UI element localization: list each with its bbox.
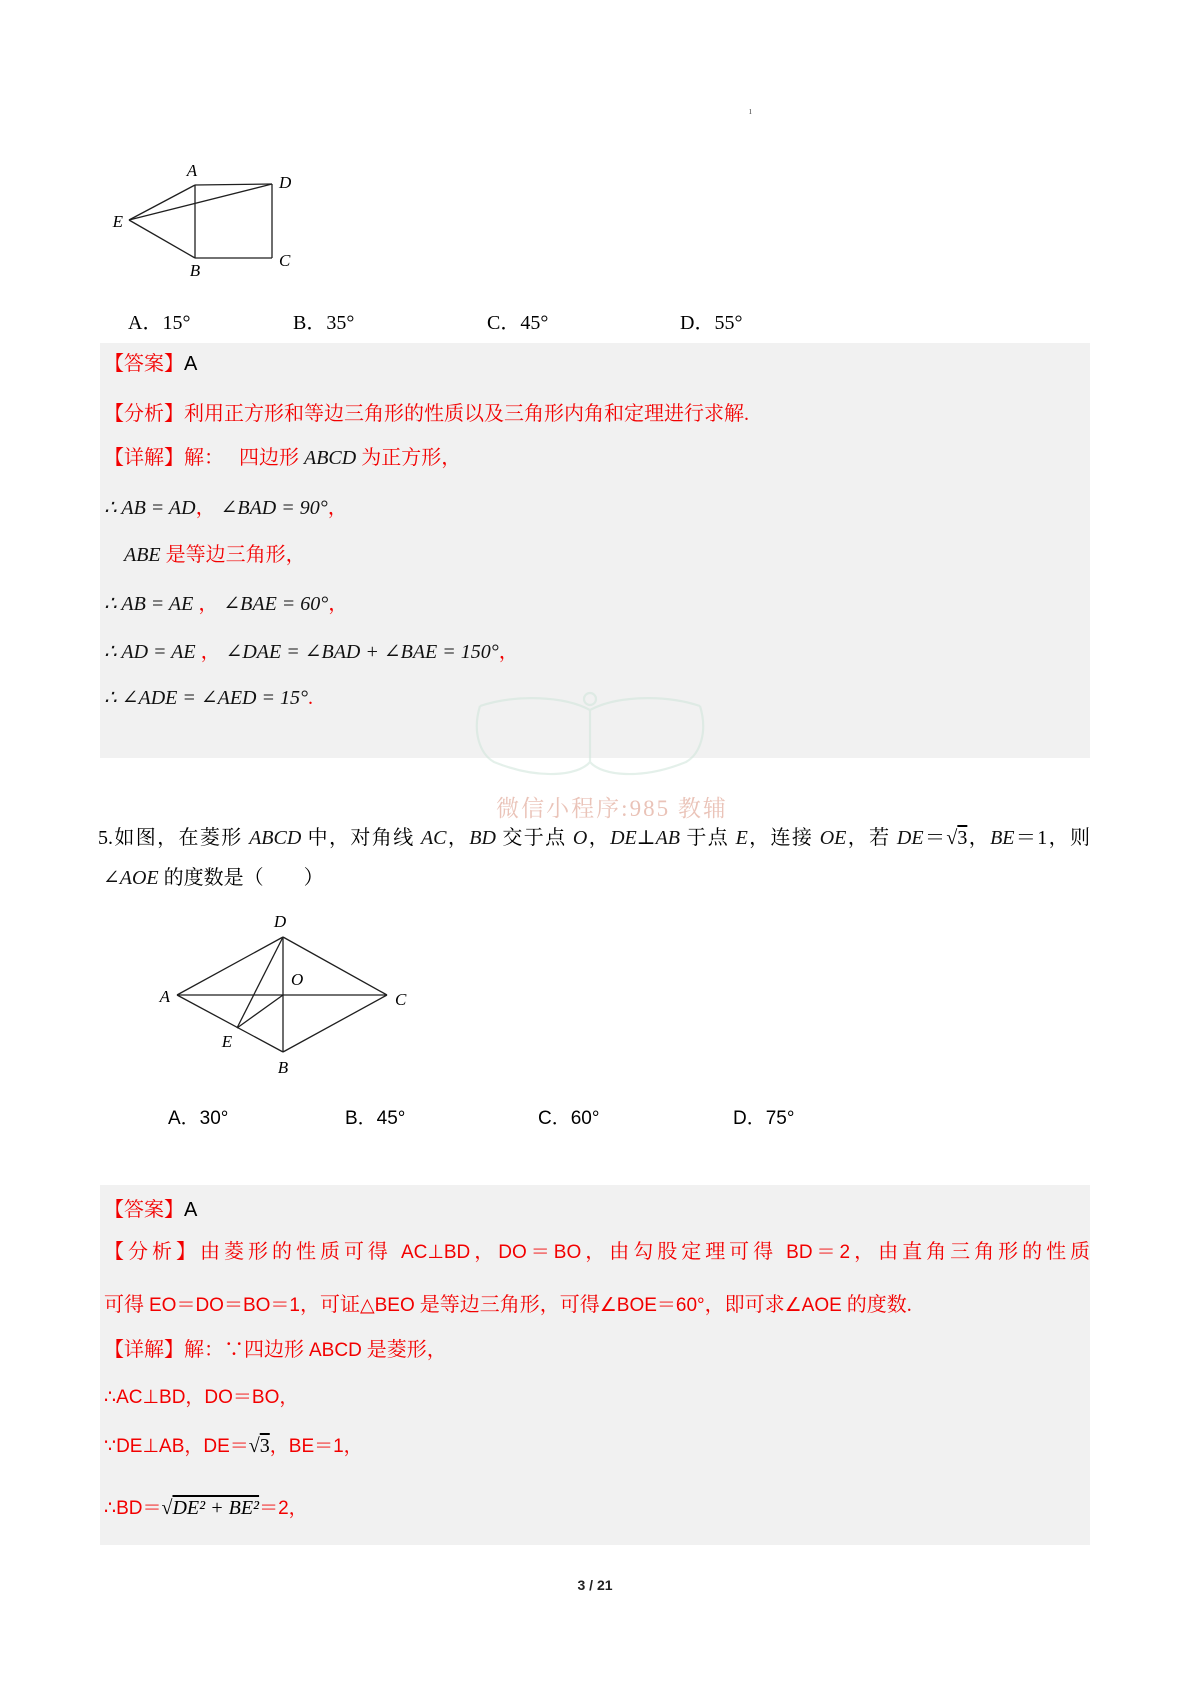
q4-analysis-line: 【分析】利用正方形和等边三角形的性质以及三角形内角和定理进行求解. <box>104 403 749 425</box>
q4-detail-line-4: ∴ AD = AE ， ∠DAE = ∠BAD + ∠BAE = 150°， <box>104 641 519 663</box>
label-E: E <box>112 212 123 231</box>
q5-detail-line-3: ∵DE⊥AB，DE＝√3，BE＝1， <box>104 1435 363 1457</box>
q5-stem-line-2: ∠AOE 的度数是（ ） <box>103 867 324 889</box>
label-D: D <box>279 173 292 192</box>
book-top-ring <box>584 693 596 705</box>
q4-answer-line: 【答案】A <box>104 353 198 375</box>
label-B: B <box>277 1058 289 1077</box>
q5-figure-rhombus <box>140 905 420 1085</box>
segment-OE <box>237 995 283 1028</box>
edge-CB <box>283 995 387 1052</box>
top-right-mark: ı <box>749 106 752 117</box>
label-C: C <box>395 990 407 1009</box>
open-book-watermark-icon <box>462 686 718 790</box>
q4-detail-line-0: 【详解】解： 四边形 ABCD 为正方形， <box>104 447 462 469</box>
q5-answer-line: 【答案】A <box>104 1199 198 1221</box>
q5-option-a: A．30° <box>168 1108 229 1129</box>
segment-ED <box>129 184 272 220</box>
q5-stem-line-1: 5.如图，在菱形 ABCD 中，对角线 AC，BD 交于点 O，DE⊥AB 于点 E，连接 OE，若 DE＝√3，BE＝1，则 <box>98 827 1091 849</box>
label-A: A <box>159 987 170 1006</box>
label-C: C <box>279 251 291 270</box>
label-B: B <box>189 261 201 280</box>
q4-option-d: D．55° <box>680 312 743 334</box>
q5-detail-line-4: ∴BD＝√DE² + BE²＝2， <box>104 1497 308 1519</box>
q5-answer-block <box>100 1185 1090 1545</box>
watermark-text: 微信小程序:985 教辅 <box>496 796 728 821</box>
q4-figure-square <box>95 140 315 280</box>
edge-AD <box>177 937 283 995</box>
label-E: E <box>221 1032 233 1051</box>
q5-detail-line-2: ∴AC⊥BD，DO＝BO， <box>104 1387 299 1408</box>
segment-EA <box>129 185 195 220</box>
q5-option-c: C．60° <box>538 1108 600 1129</box>
q5-option-d: D．75° <box>733 1108 795 1129</box>
q4-detail-line-3: ∴ AB = AE ， ∠BAE = 60°， <box>104 593 349 615</box>
q4-detail-line-2: ABE 是等边三角形， <box>124 544 306 566</box>
q4-option-c: C．45° <box>487 312 549 334</box>
q4-option-a: A．15° <box>128 312 191 334</box>
segment-EB <box>129 220 195 258</box>
q5-analysis-line-2: 可得 EO＝DO＝BO＝1，可证△BEO 是等边三角形，可得∠BOE＝60°，即可求∠AOE 的度数. <box>104 1294 912 1316</box>
q5-analysis-line-1: 【分析】由菱形的性质可得 AC⊥BD，DO＝BO，由勾股定理可得 BD＝2，由直角三角形的性质 <box>104 1241 1091 1263</box>
edge-AD <box>195 184 272 185</box>
segment-DE <box>237 937 283 1028</box>
q5-detail-line-1: 【详解】解：∵四边形 ABCD 是菱形， <box>104 1339 447 1361</box>
label-A: A <box>186 161 198 180</box>
q4-detail-line-5: ∴ ∠ADE = ∠AED = 15°. <box>104 687 313 709</box>
page-number: 3 / 21 <box>577 1577 613 1593</box>
q4-option-b: B．35° <box>293 312 355 334</box>
label-D: D <box>273 912 287 931</box>
q5-option-b: B．45° <box>345 1108 406 1129</box>
q4-detail-line-1: ∴ AB = AD， ∠BAD = 90°， <box>104 497 348 519</box>
label-O: O <box>291 970 304 989</box>
